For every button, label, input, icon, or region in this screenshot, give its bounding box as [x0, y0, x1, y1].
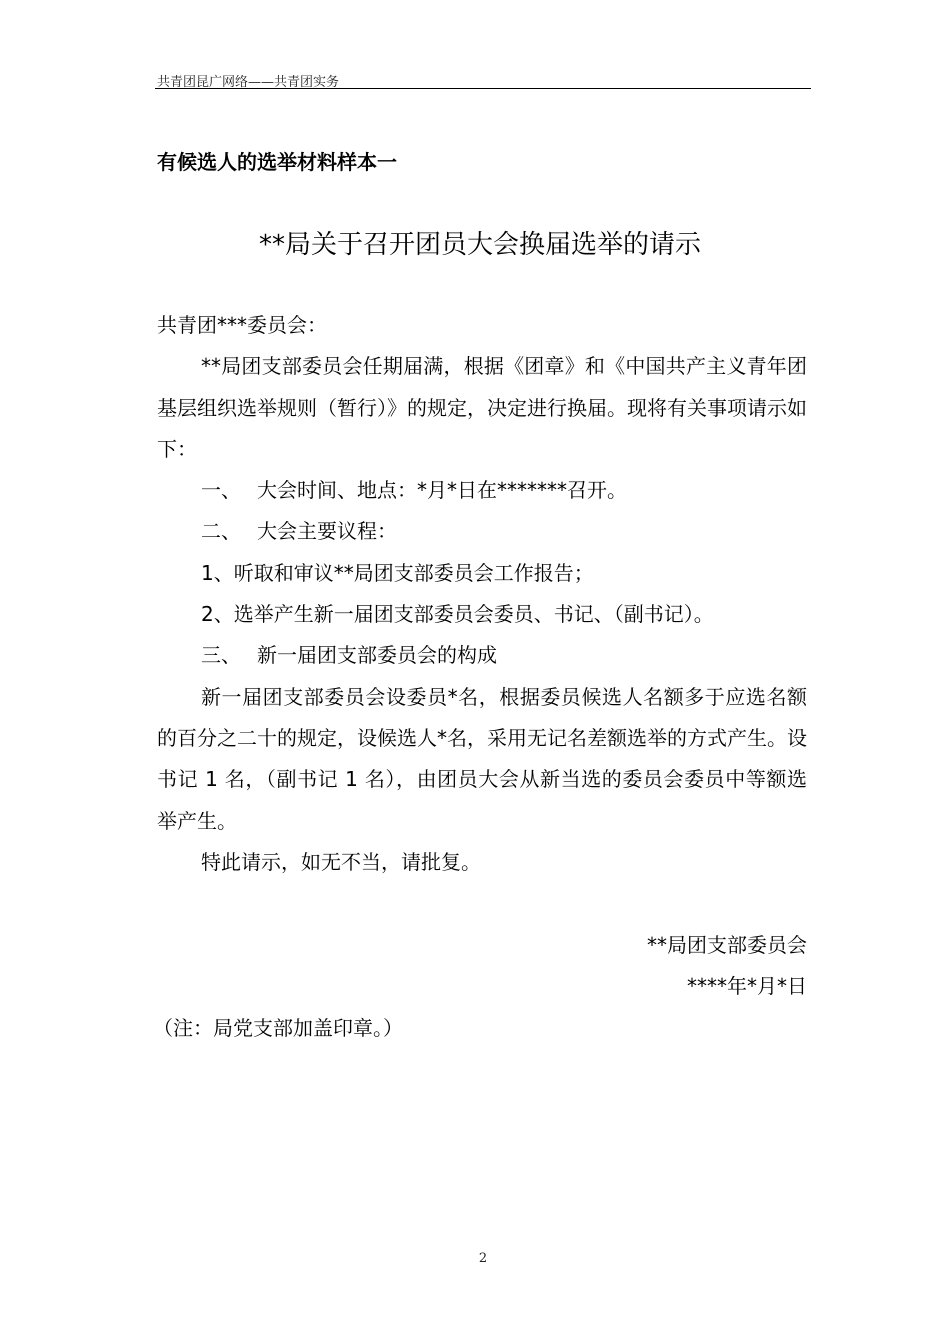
item-three-number: 三、: [201, 643, 241, 668]
agenda-item: 2、选举产生新一届团支部委员会委员、书记、（副书记）。: [201, 602, 714, 627]
item-three: [157, 635, 807, 676]
salutation: 共青团***委员会：: [157, 313, 327, 337]
closing-line: 特此请示，如无不当，请批复。: [201, 849, 481, 874]
intro-paragraph: **局团支部委员会任期届满，根据《团章》和《中国共产主义青年团基层组织选举规则（暂行）》的规定，决定进行换届。现将有关事项请示如下：: [157, 354, 807, 461]
running-header: 共青团昆广网络——共青团实务: [157, 75, 340, 90]
seal-note: （注：局党支部加盖印章。）: [153, 1015, 403, 1040]
item-two-text: 大会主要议程：: [257, 519, 397, 544]
header-rule: [155, 88, 811, 89]
item-one-number: 一、: [201, 478, 241, 503]
page-number: 2: [478, 1251, 488, 1266]
item-two-number: 二、: [201, 519, 241, 544]
document-body: [153, 305, 807, 1049]
item-one: [157, 470, 807, 511]
composition-paragraph: 新一届团支部委员会设委员*名，根据委员候选人名额多于应选名额的百分之二十的规定，设候选人*名，采用无记名差额选举的方式产生。设书记 1 名，（副书记 1 名），由团员大会从新当选的委员会委员中等额选举产生。: [157, 684, 807, 833]
signature-date: ****年*月*日: [687, 974, 807, 999]
item-one-text: 大会时间、地点：*月*日在*******召开。: [257, 478, 627, 503]
sample-title: 有候选人的选举材料样本一: [157, 150, 397, 174]
signature: **局团支部委员会: [647, 933, 807, 958]
agenda-item: 1、听取和审议**局团支部委员会工作报告；: [201, 560, 594, 585]
item-two: [157, 511, 807, 552]
item-three-text: 新一届团支部委员会的构成: [257, 643, 497, 668]
document-title: **局关于召开团员大会换届选举的请示: [258, 230, 701, 260]
